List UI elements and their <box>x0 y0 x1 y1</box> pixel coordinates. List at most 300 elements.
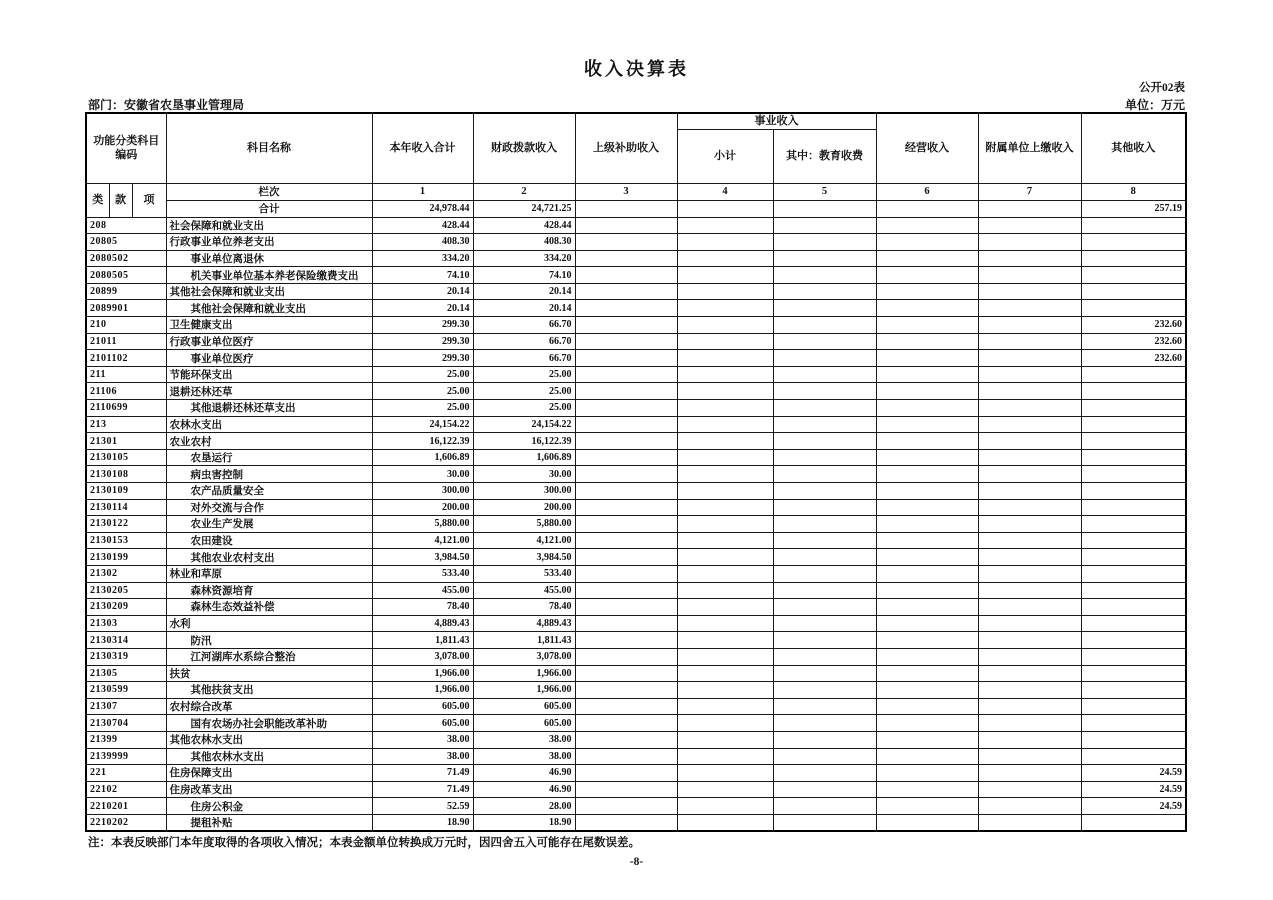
row-subject-name: 其他退耕还林还草支出 <box>166 400 372 417</box>
row-value-col5 <box>773 317 876 334</box>
row-value-col2: 25.00 <box>473 400 575 417</box>
row-value-col8: 232.60 <box>1081 350 1186 367</box>
row-value-col8: 232.60 <box>1081 333 1186 350</box>
row-value-col7 <box>978 532 1081 549</box>
row-value-col4 <box>677 466 773 483</box>
row-value-col3 <box>575 781 677 798</box>
row-subject-name: 住房保障支出 <box>166 765 372 782</box>
row-value-col3 <box>575 648 677 665</box>
row-value-col5 <box>773 648 876 665</box>
row-value-col2: 66.70 <box>473 333 575 350</box>
row-value-col4 <box>677 267 773 284</box>
row-value-col8 <box>1081 449 1186 466</box>
row-subject-name: 其他社会保障和就业支出 <box>166 300 372 317</box>
table-row <box>86 416 1186 433</box>
row-value-col6 <box>876 350 978 367</box>
row-value-col5 <box>773 250 876 267</box>
header-affiliated: 附属单位上缴收入 <box>978 113 1081 183</box>
total-value-5 <box>773 200 876 217</box>
row-value-col8 <box>1081 715 1186 732</box>
row-value-col1: 71.49 <box>372 765 473 782</box>
row-value-col2: 18.90 <box>473 814 575 831</box>
row-value-col6 <box>876 599 978 616</box>
row-value-col8: 24.59 <box>1081 781 1186 798</box>
row-value-col5 <box>773 383 876 400</box>
row-code: 2210202 <box>86 814 166 831</box>
row-subject-name: 对外交流与合作 <box>166 499 372 516</box>
row-code: 2130599 <box>86 682 166 699</box>
row-value-col8 <box>1081 516 1186 533</box>
header-operating: 经营收入 <box>876 113 978 183</box>
row-subject-name: 其他扶贫支出 <box>166 682 372 699</box>
row-value-col7 <box>978 715 1081 732</box>
row-value-col1: 533.40 <box>372 565 473 582</box>
row-subject-name: 农田建设 <box>166 532 372 549</box>
table-body <box>86 217 1186 831</box>
row-value-col7 <box>978 400 1081 417</box>
row-value-col8 <box>1081 632 1186 649</box>
row-value-col3 <box>575 483 677 500</box>
row-value-col1: 38.00 <box>372 748 473 765</box>
row-subject-name: 其他农林水支出 <box>166 748 372 765</box>
row-code: 2139999 <box>86 748 166 765</box>
row-code: 2210201 <box>86 798 166 815</box>
row-value-col3 <box>575 234 677 251</box>
row-value-col3 <box>575 250 677 267</box>
row-value-col7 <box>978 814 1081 831</box>
row-value-col3 <box>575 283 677 300</box>
row-value-col2: 46.90 <box>473 765 575 782</box>
row-value-col8 <box>1081 731 1186 748</box>
row-value-col1: 25.00 <box>372 366 473 383</box>
row-value-col8 <box>1081 250 1186 267</box>
row-value-col6 <box>876 615 978 632</box>
revenue-table <box>85 112 1187 832</box>
row-value-col1: 334.20 <box>372 250 473 267</box>
row-value-col3 <box>575 532 677 549</box>
row-value-col6 <box>876 317 978 334</box>
table-row <box>86 400 1186 417</box>
row-value-col4 <box>677 798 773 815</box>
row-value-col2: 455.00 <box>473 582 575 599</box>
table-row <box>86 300 1186 317</box>
row-value-col2: 16,122.39 <box>473 433 575 450</box>
row-value-col5 <box>773 400 876 417</box>
row-value-col1: 71.49 <box>372 781 473 798</box>
row-value-col5 <box>773 632 876 649</box>
row-value-col3 <box>575 433 677 450</box>
row-value-col6 <box>876 765 978 782</box>
row-value-col7 <box>978 449 1081 466</box>
row-value-col4 <box>677 565 773 582</box>
row-value-col3 <box>575 765 677 782</box>
row-code: 21399 <box>86 731 166 748</box>
row-value-col2: 74.10 <box>473 267 575 284</box>
row-code: 213 <box>86 416 166 433</box>
row-value-col1: 300.00 <box>372 483 473 500</box>
row-value-col5 <box>773 565 876 582</box>
row-value-col1: 20.14 <box>372 283 473 300</box>
row-subject-name: 防汛 <box>166 632 372 649</box>
row-value-col7 <box>978 731 1081 748</box>
row-subject-name: 其他农林水支出 <box>166 731 372 748</box>
column-number-8: 8 <box>1081 183 1186 200</box>
row-value-col7 <box>978 267 1081 284</box>
row-value-col4 <box>677 715 773 732</box>
row-value-col8 <box>1081 748 1186 765</box>
row-value-col8 <box>1081 532 1186 549</box>
page-title: 收入决算表 <box>584 59 689 79</box>
row-subject-name: 林业和草原 <box>166 565 372 582</box>
column-number-3: 3 <box>575 183 677 200</box>
row-value-col7 <box>978 250 1081 267</box>
row-code: 2130153 <box>86 532 166 549</box>
row-value-col8 <box>1081 582 1186 599</box>
total-value-8: 257.19 <box>1081 200 1186 217</box>
table-row <box>86 250 1186 267</box>
row-value-col4 <box>677 648 773 665</box>
table-row <box>86 765 1186 782</box>
row-value-col8 <box>1081 565 1186 582</box>
row-value-col3 <box>575 665 677 682</box>
row-value-col3 <box>575 731 677 748</box>
row-value-col4 <box>677 416 773 433</box>
row-value-col4 <box>677 366 773 383</box>
row-code: 2130199 <box>86 549 166 566</box>
row-value-col6 <box>876 748 978 765</box>
header-code-lei: 类 <box>86 183 109 217</box>
row-value-col8 <box>1081 814 1186 831</box>
row-value-col4 <box>677 449 773 466</box>
row-subject-name: 行政事业单位养老支出 <box>166 234 372 251</box>
footnote: 注：本表反映部门本年度取得的各项收入情况；本表金额单位转换成万元时，因四舍五入可能存在尾数误差。 <box>88 837 640 849</box>
row-value-col5 <box>773 466 876 483</box>
table-row <box>86 599 1186 616</box>
row-value-col7 <box>978 283 1081 300</box>
unit-label: 单位：万元 <box>1124 98 1185 112</box>
table-row <box>86 283 1186 300</box>
row-value-col4 <box>677 682 773 699</box>
row-value-col3 <box>575 715 677 732</box>
row-value-col3 <box>575 400 677 417</box>
row-value-col5 <box>773 449 876 466</box>
row-value-col7 <box>978 549 1081 566</box>
row-value-col6 <box>876 234 978 251</box>
row-subject-name: 农业生产发展 <box>166 516 372 533</box>
column-number-2: 2 <box>473 183 575 200</box>
table-row <box>86 234 1186 251</box>
row-value-col5 <box>773 283 876 300</box>
row-subject-name: 住房改革支出 <box>166 781 372 798</box>
header-annual-total: 本年收入合计 <box>372 113 473 183</box>
row-value-col1: 24,154.22 <box>372 416 473 433</box>
row-subject-name: 农村综合改革 <box>166 698 372 715</box>
row-value-col2: 3,078.00 <box>473 648 575 665</box>
row-value-col1: 299.30 <box>372 350 473 367</box>
row-value-col7 <box>978 499 1081 516</box>
row-value-col8 <box>1081 416 1186 433</box>
row-value-col2: 66.70 <box>473 350 575 367</box>
row-value-col4 <box>677 483 773 500</box>
row-value-col5 <box>773 416 876 433</box>
row-value-col1: 605.00 <box>372 698 473 715</box>
row-value-col6 <box>876 715 978 732</box>
row-value-col4 <box>677 350 773 367</box>
row-value-col7 <box>978 217 1081 234</box>
row-value-col2: 20.14 <box>473 300 575 317</box>
row-value-col6 <box>876 366 978 383</box>
row-value-col5 <box>773 682 876 699</box>
row-value-col1: 428.44 <box>372 217 473 234</box>
table-row <box>86 466 1186 483</box>
header-code-xiang: 项 <box>132 183 166 217</box>
row-code: 210 <box>86 317 166 334</box>
row-value-col4 <box>677 217 773 234</box>
row-value-col6 <box>876 698 978 715</box>
table-row <box>86 682 1186 699</box>
row-value-col3 <box>575 682 677 699</box>
row-value-col3 <box>575 798 677 815</box>
row-value-col7 <box>978 632 1081 649</box>
row-value-col8 <box>1081 682 1186 699</box>
row-code: 221 <box>86 765 166 782</box>
row-value-col3 <box>575 698 677 715</box>
table-row <box>86 582 1186 599</box>
row-value-col3 <box>575 582 677 599</box>
table-row <box>86 383 1186 400</box>
row-value-col5 <box>773 731 876 748</box>
row-code: 2080502 <box>86 250 166 267</box>
row-value-col7 <box>978 234 1081 251</box>
row-value-col8 <box>1081 483 1186 500</box>
row-code: 208 <box>86 217 166 234</box>
row-value-col8 <box>1081 499 1186 516</box>
table-row <box>86 433 1186 450</box>
row-value-col2: 25.00 <box>473 366 575 383</box>
row-value-col4 <box>677 814 773 831</box>
row-value-col4 <box>677 333 773 350</box>
row-value-col7 <box>978 798 1081 815</box>
row-value-col4 <box>677 765 773 782</box>
row-value-col6 <box>876 267 978 284</box>
row-value-col6 <box>876 466 978 483</box>
row-value-col2: 605.00 <box>473 698 575 715</box>
table-row <box>86 549 1186 566</box>
row-value-col4 <box>677 665 773 682</box>
page-number: -8- <box>629 856 644 868</box>
header-fiscal-appropriation: 财政拨款收入 <box>473 113 575 183</box>
row-value-col2: 38.00 <box>473 748 575 765</box>
row-value-col8 <box>1081 366 1186 383</box>
lanci-label: 栏次 <box>166 183 372 200</box>
row-value-col4 <box>677 632 773 649</box>
row-value-col8 <box>1081 383 1186 400</box>
row-value-col2: 533.40 <box>473 565 575 582</box>
row-value-col2: 334.20 <box>473 250 575 267</box>
column-number-6: 6 <box>876 183 978 200</box>
row-code: 2080505 <box>86 267 166 284</box>
row-value-col2: 428.44 <box>473 217 575 234</box>
row-value-col6 <box>876 632 978 649</box>
row-value-col7 <box>978 383 1081 400</box>
row-value-col7 <box>978 648 1081 665</box>
row-value-col7 <box>978 565 1081 582</box>
row-value-col4 <box>677 615 773 632</box>
row-value-col8 <box>1081 283 1186 300</box>
row-value-col5 <box>773 532 876 549</box>
row-value-col1: 299.30 <box>372 317 473 334</box>
row-value-col1: 25.00 <box>372 400 473 417</box>
row-value-col2: 38.00 <box>473 731 575 748</box>
row-value-col3 <box>575 267 677 284</box>
row-value-col5 <box>773 665 876 682</box>
row-value-col6 <box>876 250 978 267</box>
table-code-label: 公开02表 <box>1139 82 1185 94</box>
row-value-col5 <box>773 333 876 350</box>
row-value-col6 <box>876 333 978 350</box>
row-value-col2: 1,966.00 <box>473 682 575 699</box>
row-subject-name: 水利 <box>166 615 372 632</box>
row-value-col7 <box>978 582 1081 599</box>
table-row <box>86 698 1186 715</box>
row-subject-name: 扶贫 <box>166 665 372 682</box>
row-value-col5 <box>773 234 876 251</box>
row-value-col7 <box>978 682 1081 699</box>
row-value-col5 <box>773 267 876 284</box>
row-code: 2130205 <box>86 582 166 599</box>
row-value-col5 <box>773 217 876 234</box>
row-value-col3 <box>575 333 677 350</box>
row-value-col8 <box>1081 665 1186 682</box>
row-value-col5 <box>773 433 876 450</box>
row-value-col5 <box>773 582 876 599</box>
table-row <box>86 333 1186 350</box>
total-row-label: 合计 <box>166 200 372 217</box>
header-code-kuan: 款 <box>109 183 132 217</box>
row-value-col1: 455.00 <box>372 582 473 599</box>
row-value-col6 <box>876 731 978 748</box>
row-value-col8 <box>1081 599 1186 616</box>
row-value-col6 <box>876 400 978 417</box>
row-value-col6 <box>876 781 978 798</box>
row-value-col2: 25.00 <box>473 383 575 400</box>
row-value-col2: 1,606.89 <box>473 449 575 466</box>
row-value-col2: 66.70 <box>473 317 575 334</box>
row-value-col2: 46.90 <box>473 781 575 798</box>
row-subject-name: 提租补贴 <box>166 814 372 831</box>
row-value-col4 <box>677 300 773 317</box>
row-value-col3 <box>575 466 677 483</box>
row-value-col2: 3,984.50 <box>473 549 575 566</box>
table-row <box>86 665 1186 682</box>
row-code: 21011 <box>86 333 166 350</box>
row-value-col4 <box>677 599 773 616</box>
row-value-col7 <box>978 781 1081 798</box>
row-value-col5 <box>773 814 876 831</box>
row-value-col3 <box>575 549 677 566</box>
header-business-group: 事业收入 <box>677 113 876 129</box>
row-value-col1: 30.00 <box>372 466 473 483</box>
row-code: 21305 <box>86 665 166 682</box>
header-business-education: 其中：教育收费 <box>773 129 876 183</box>
row-value-col7 <box>978 748 1081 765</box>
row-value-col1: 1,966.00 <box>372 665 473 682</box>
row-value-col6 <box>876 814 978 831</box>
row-value-col7 <box>978 516 1081 533</box>
row-subject-name: 卫生健康支出 <box>166 317 372 334</box>
row-value-col1: 408.30 <box>372 234 473 251</box>
table-row <box>86 317 1186 334</box>
row-code: 2110699 <box>86 400 166 417</box>
row-value-col4 <box>677 283 773 300</box>
header-subject: 科目名称 <box>166 113 372 183</box>
row-value-col3 <box>575 516 677 533</box>
total-value-7 <box>978 200 1081 217</box>
row-value-col6 <box>876 433 978 450</box>
row-value-col6 <box>876 665 978 682</box>
row-value-col7 <box>978 698 1081 715</box>
column-number-5: 5 <box>773 183 876 200</box>
row-subject-name: 住房公积金 <box>166 798 372 815</box>
table-row <box>86 350 1186 367</box>
row-value-col6 <box>876 416 978 433</box>
table-row <box>86 748 1186 765</box>
row-value-col4 <box>677 748 773 765</box>
row-value-col1: 38.00 <box>372 731 473 748</box>
row-value-col5 <box>773 615 876 632</box>
row-value-col7 <box>978 350 1081 367</box>
row-value-col5 <box>773 599 876 616</box>
row-code: 2101102 <box>86 350 166 367</box>
column-number-1: 1 <box>372 183 473 200</box>
row-value-col4 <box>677 582 773 599</box>
row-value-col3 <box>575 416 677 433</box>
row-value-col8 <box>1081 300 1186 317</box>
row-value-col6 <box>876 499 978 516</box>
row-value-col6 <box>876 549 978 566</box>
row-value-col4 <box>677 250 773 267</box>
row-subject-name: 农林水支出 <box>166 416 372 433</box>
table-row <box>86 715 1186 732</box>
row-value-col1: 74.10 <box>372 267 473 284</box>
row-subject-name: 森林生态效益补偿 <box>166 599 372 616</box>
row-value-col5 <box>773 549 876 566</box>
row-value-col1: 4,889.43 <box>372 615 473 632</box>
row-value-col4 <box>677 698 773 715</box>
row-value-col4 <box>677 499 773 516</box>
row-value-col4 <box>677 549 773 566</box>
table-row <box>86 532 1186 549</box>
row-value-col7 <box>978 366 1081 383</box>
row-value-col2: 1,811.43 <box>473 632 575 649</box>
row-value-col4 <box>677 317 773 334</box>
row-code: 21307 <box>86 698 166 715</box>
total-value-6 <box>876 200 978 217</box>
row-value-col1: 25.00 <box>372 383 473 400</box>
row-value-col2: 605.00 <box>473 715 575 732</box>
row-code: 22102 <box>86 781 166 798</box>
row-value-col8 <box>1081 267 1186 284</box>
row-value-col1: 18.90 <box>372 814 473 831</box>
row-subject-name: 机关事业单位基本养老保险缴费支出 <box>166 267 372 284</box>
row-code: 2130114 <box>86 499 166 516</box>
row-value-col4 <box>677 234 773 251</box>
row-value-col3 <box>575 217 677 234</box>
row-value-col7 <box>978 466 1081 483</box>
row-value-col7 <box>978 433 1081 450</box>
row-value-col5 <box>773 499 876 516</box>
row-value-col5 <box>773 350 876 367</box>
